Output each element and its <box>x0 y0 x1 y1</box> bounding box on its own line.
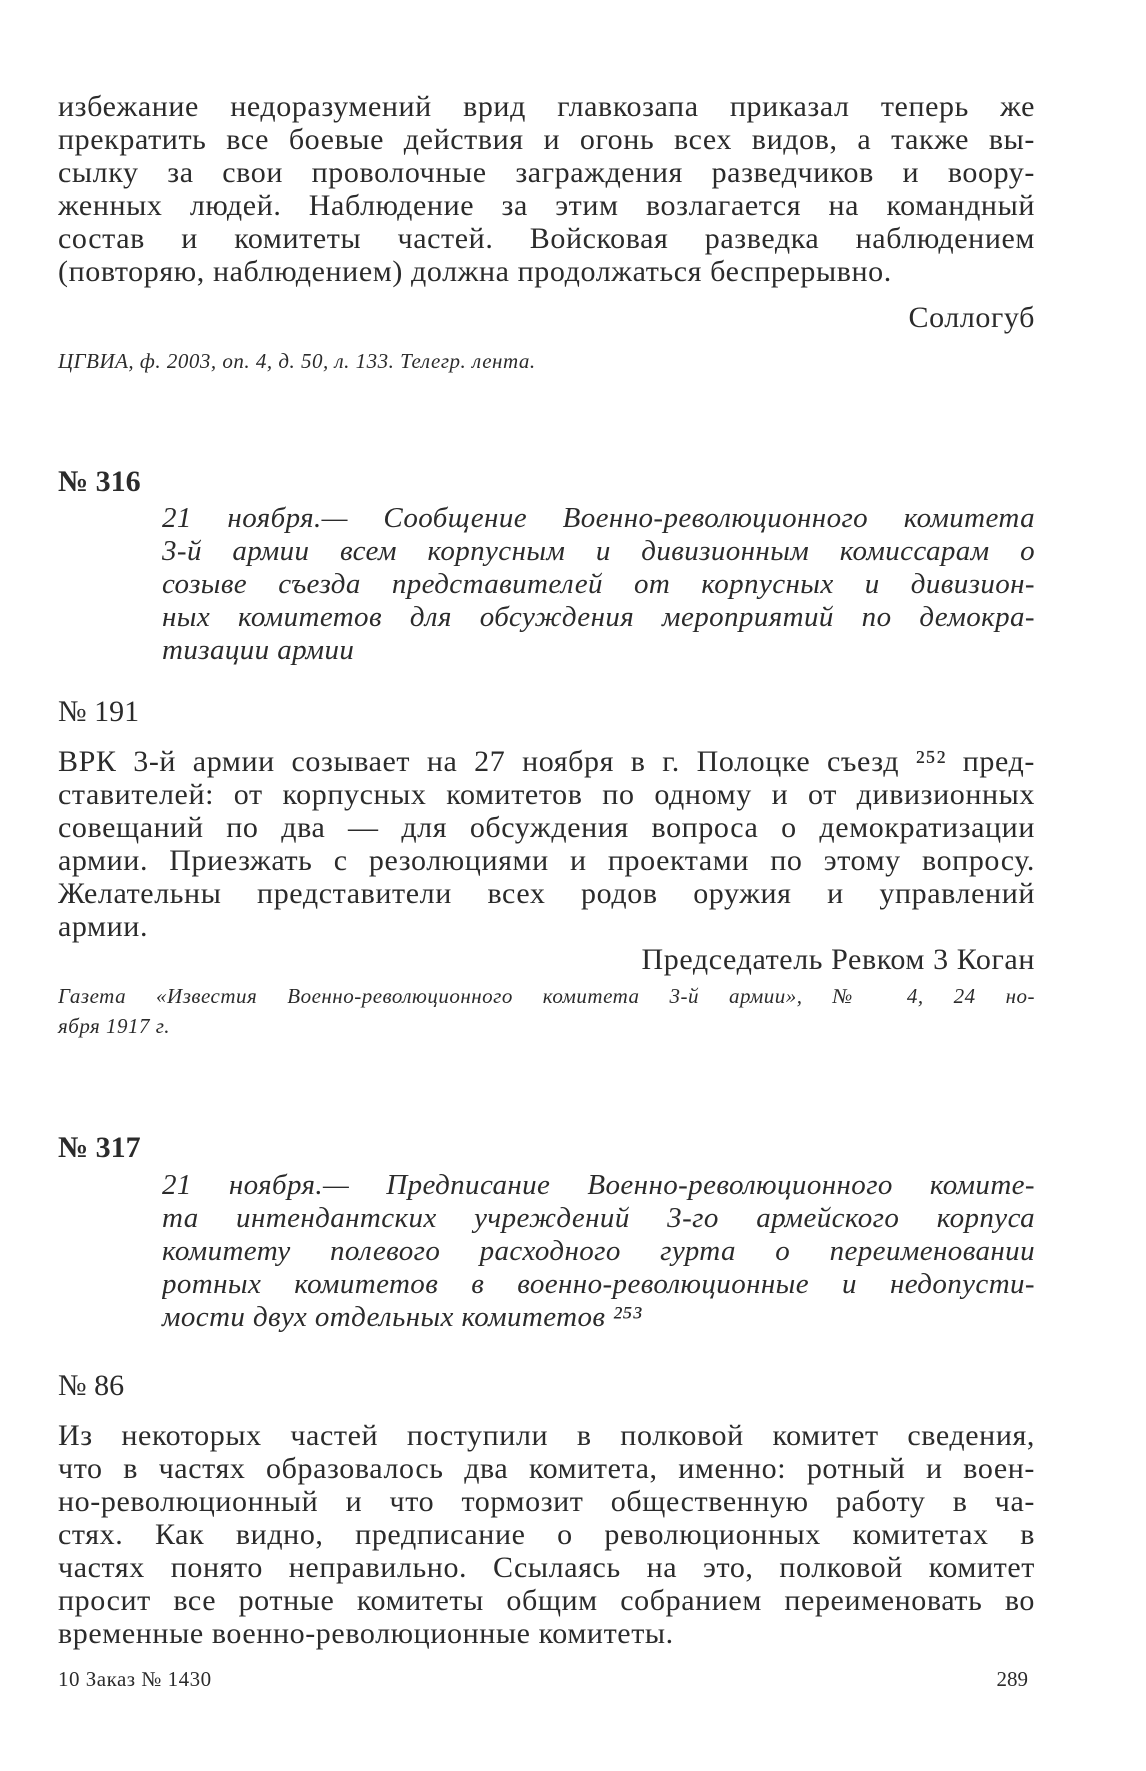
signature: Соллогуб <box>908 301 1035 334</box>
text-line: прекратить все боевые действия и огонь всех видов, а также вы- <box>58 123 1035 156</box>
source-line: ября 1917 г. <box>58 1014 170 1038</box>
printer-signature-mark: 10 Заказ № 1430 <box>58 1667 212 1691</box>
document-316-body <box>58 745 1035 943</box>
text-line: избежание недоразумений врид главкозапа приказал теперь же <box>58 90 1035 123</box>
heading-line: та интендантских учреждений 3-го армейского корпуса <box>162 1202 1035 1234</box>
text-line: временные военно-революционные комитеты. <box>58 1617 674 1650</box>
text-line: что в частях образовалось два комитета, именно: ротный и воен- <box>58 1452 1035 1485</box>
document-316-heading <box>162 502 1035 667</box>
heading-line: созыве съезда представителей от корпусных и дивизион- <box>162 568 1035 600</box>
previous-document-text <box>58 90 1035 288</box>
text-line: но-революционный и что тормозит общественную работу в ча- <box>58 1485 1035 1518</box>
text-line: ставителей: от корпусных комитетов по одному и от дивизионных <box>58 778 1035 811</box>
text-line: состав и комитеты частей. Войсковая разведка наблюдением <box>58 222 1035 255</box>
heading-line: мости двух отдельных комитетов ²⁵³ <box>162 1301 642 1333</box>
heading-line: тизации армии <box>162 634 355 666</box>
text-line: просит все ротные комитеты общим собранием переименовать во <box>58 1584 1035 1617</box>
heading-line: ных комитетов для обсуждения мероприятий по демокра- <box>162 601 1035 633</box>
source-line: Газета «Известия Военно-революционного комитета 3-й армии», № 4, 24 но- <box>58 984 1035 1008</box>
heading-line: 21 ноября.— Сообщение Военно-революционного комитета <box>162 502 1035 534</box>
source-line: ЦГВИА, ф. 2003, оп. 4, д. 50, л. 133. Телегр. лента. <box>58 349 536 373</box>
original-document-number: № 191 <box>58 695 140 728</box>
text-line: сылку за свои проволочные заграждения разведчиков и воору- <box>58 156 1035 189</box>
original-document-number: № 86 <box>58 1369 125 1402</box>
text-line: армии. Приезжать с резолюциями и проектами по этому вопросу. <box>58 844 1035 877</box>
text-line: ВРК 3-й армии созывает на 27 ноября в г. Полоцке съезд ²⁵² пред- <box>58 745 1035 778</box>
heading-line: 21 ноября.— Предписание Военно-революционного комите- <box>162 1169 1035 1201</box>
text-line: армии. <box>58 910 149 943</box>
text-line: частях понято неправильно. Ссылаясь на это, полковой комитет <box>58 1551 1035 1584</box>
text-line: Желательны представители всех родов оружия и управлений <box>58 877 1035 910</box>
heading-line: комитету полевого расходного гурта о переименовании <box>162 1235 1035 1267</box>
page-number: 289 <box>996 1667 1028 1691</box>
document-317-body <box>58 1419 1035 1650</box>
text-line: совещаний по два — для обсуждения вопроса о демократизации <box>58 811 1035 844</box>
text-line: Из некоторых частей поступили в полковой комитет сведения, <box>58 1419 1035 1452</box>
text-line: женных людей. Наблюдение за этим возлагается на командный <box>58 189 1035 222</box>
heading-line: 3-й армии всем корпусным и дивизионным комиссарам о <box>162 535 1035 567</box>
document-number-316: № 316 <box>58 465 141 498</box>
document-317-heading <box>162 1169 1035 1334</box>
text-line: стях. Как видно, предписание о революционных комитетах в <box>58 1518 1035 1551</box>
archive-source <box>58 346 1035 376</box>
newspaper-source <box>58 981 1035 1041</box>
signature: Председатель Ревком 3 Коган <box>641 943 1035 976</box>
document-number-317: № 317 <box>58 1131 141 1164</box>
text-line: (повторяю, наблюдением) должна продолжаться беспрерывно. <box>58 255 892 288</box>
heading-line: ротных комитетов в военно-революционные и недопусти- <box>162 1268 1035 1300</box>
